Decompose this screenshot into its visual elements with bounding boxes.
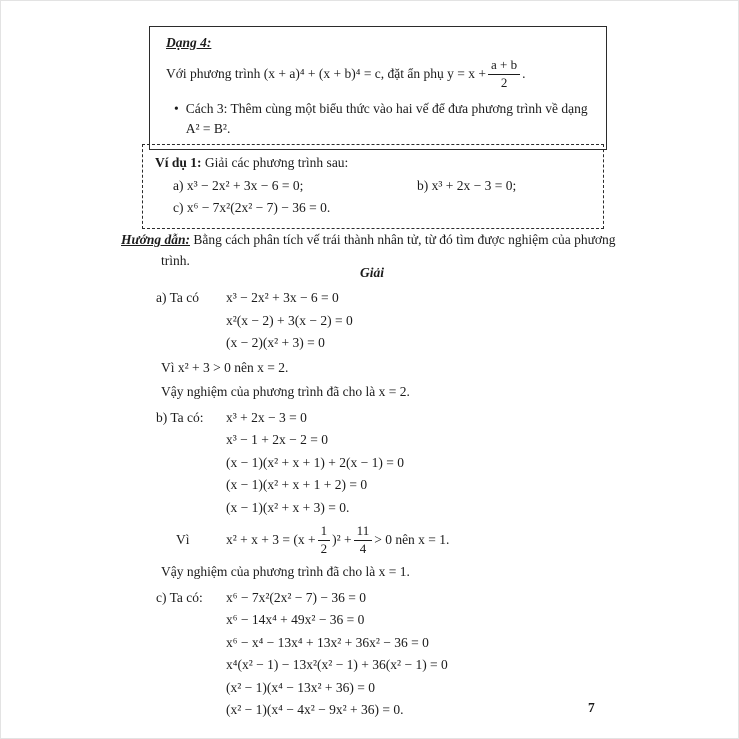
dang4-heading: Dạng 4: xyxy=(166,35,212,50)
equation: (x − 1)(x² + x + 3) = 0. xyxy=(226,499,350,515)
equation: x⁶ − 7x²(2x² − 7) − 36 = 0 xyxy=(226,589,366,605)
example-title-line xyxy=(155,152,591,175)
equation: x²(x − 2) + 3(x − 2) = 0 xyxy=(226,312,353,328)
solution-section xyxy=(1,262,739,722)
equation: (x − 1)(x² + x + 1 + 2) = 0 xyxy=(226,477,368,492)
note-expr-mid: )² + xyxy=(332,532,352,547)
page-number: 7 xyxy=(588,700,595,715)
fraction-denominator: 2 xyxy=(320,540,328,556)
fraction-numerator: 11 xyxy=(354,524,373,541)
part-c-label: c) Ta có: xyxy=(156,589,203,605)
note-expr-post: > 0 nên x = 1. xyxy=(374,532,450,547)
part-b-note-expression xyxy=(226,524,449,557)
fraction-1-over-2 xyxy=(318,524,331,557)
equation: (x² − 1)(x⁴ − 13x² + 36) = 0 xyxy=(226,679,375,695)
example-item-a: a) x³ − 2x² + 3x − 6 = 0; xyxy=(173,177,304,193)
dang4-intro-text: Với phương trình (x + a)⁴ + (x + b)⁴ = c, đặt ẩn phụ y = x + xyxy=(166,66,487,82)
equation: x⁴(x² − 1) − 13x²(x² − 1) + 36(x² − 1) = 0 xyxy=(226,657,448,672)
equation: x⁶ − x⁴ − 13x⁴ + 13x² + 36x² − 36 = 0 xyxy=(226,634,429,650)
part-b-conclusion: Vậy nghiệm của phương trình đã cho là x = 1. xyxy=(161,564,410,579)
fraction-numerator: 1 xyxy=(318,524,331,541)
dang4-intro-line xyxy=(166,58,592,91)
bullet-marker: • xyxy=(174,100,179,116)
equation: x³ − 2x² + 3x − 6 = 0 xyxy=(226,290,339,305)
fraction-denominator: 2 xyxy=(500,74,508,90)
solution-title: Giải xyxy=(359,265,384,280)
equation: x³ + 2x − 3 = 0 xyxy=(226,409,307,425)
part-c-first-line xyxy=(156,587,739,610)
fraction-a-plus-b-over-2 xyxy=(488,58,520,91)
example-box xyxy=(142,144,604,229)
fraction-11-over-4 xyxy=(354,524,373,557)
equation: (x − 1)(x² + x + 1) + 2(x − 1) = 0 xyxy=(226,454,404,470)
example-item-c-row xyxy=(173,197,591,219)
dang4-rule-box xyxy=(149,26,607,150)
guidance-text: Bằng cách phân tích vế trái thành nhân tử, từ đó tìm được nghiệm của phương trình. xyxy=(161,232,616,268)
example-item-b: b) x³ + 2x − 3 = 0; xyxy=(417,177,517,193)
example-item-c: c) x⁶ − 7x²(2x² − 7) − 36 = 0. xyxy=(173,199,331,215)
equation: x⁶ − 14x⁴ + 49x² − 36 = 0 xyxy=(226,612,365,627)
example-items-row xyxy=(173,175,591,197)
part-b-label: b) Ta có: xyxy=(156,409,204,425)
note-expr-pre: x² + x + 3 = (x + xyxy=(226,532,316,547)
part-a-note: Vì x² + 3 > 0 nên x = 2. xyxy=(161,359,289,375)
guidance-label: Hướng dẫn: xyxy=(121,232,190,247)
equation: (x − 2)(x² + 3) = 0 xyxy=(226,335,325,350)
part-b-note-label: Vì xyxy=(176,532,190,547)
dang4-bullet-item xyxy=(174,99,592,139)
part-a-conclusion: Vậy nghiệm của phương trình đã cho là x = 2. xyxy=(161,384,410,399)
example-intro: Giải các phương trình sau: xyxy=(201,155,349,170)
equation: x³ − 1 + 2x − 2 = 0 xyxy=(226,432,329,447)
dang4-intro-period: . xyxy=(522,66,526,82)
equation: (x² − 1)(x⁴ − 4x² − 9x² + 36) = 0. xyxy=(226,702,404,717)
fraction-denominator: 4 xyxy=(359,540,367,556)
part-a-label: a) Ta có xyxy=(156,290,200,305)
part-a-first-line xyxy=(156,287,739,310)
dang4-bullet-text: Cách 3: Thêm cùng một biểu thức vào hai vế để đưa phương trình về dạng A² = B². xyxy=(185,100,588,136)
fraction-numerator: a + b xyxy=(488,58,520,75)
part-b-note-line xyxy=(176,523,739,557)
example-title: Ví dụ 1: xyxy=(155,155,202,170)
part-b-first-line xyxy=(156,407,739,430)
